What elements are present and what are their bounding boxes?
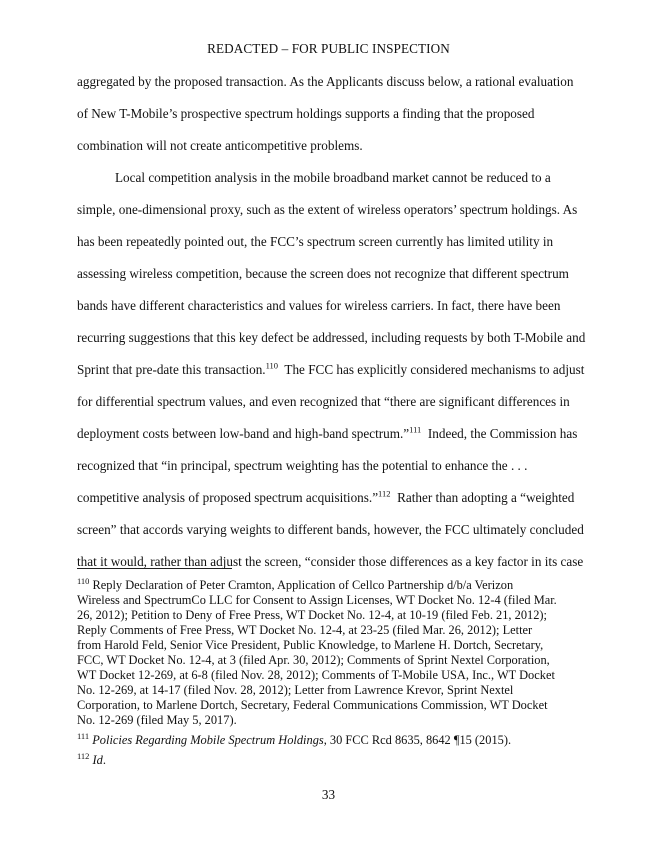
footnote-text: , 30 FCC Rcd 8635, 8642 ¶15 (2015). [323,733,512,747]
footnote-line: FCC, WT Docket No. 12-4, at 3 (filed Apr. 30, 2012); Comments of Sprint Nextel Corporation, [77,653,550,667]
body-line: bands have different characteristics and values for wireless carriers. In fact, there have been [77,298,561,313]
footnote-line: WT Docket 12-269, at 6-8 (filed Nov. 28, 2012); Comments of T-Mobile USA, Inc., WT Docket [77,668,555,682]
body-text-segment: Sprint that pre-date this transaction. [77,362,266,377]
body-line: for differential spectrum values, and even recognized that “there are significant differences in [77,394,570,409]
footnote-110 [77,575,514,593]
body-line: of New T-Mobile’s prospective spectrum holdings supports a finding that the proposed [77,106,535,121]
body-text-segment: Rather than adopting a “weighted [390,490,575,505]
footnote-line: Reply Comments of Free Press, WT Docket No. 12-4, at 23-25 (filed Mar. 26, 2012); Letter [77,623,533,637]
body-line [77,362,584,378]
body-line: has been repeatedly pointed out, the FCC’s spectrum screen currently has limited utility in [77,234,554,249]
footnote-line: No. 12-269, at 14-17 (filed Nov. 28, 2012); Letter from Lawrence Krevor, Sprint Nextel [77,683,514,697]
body-line [77,490,574,506]
footnote-number: 111 [77,730,90,741]
body-text-segment: competitive analysis of proposed spectrum acquisitions.” [77,490,379,505]
footnote-111 [77,730,512,748]
footnote-separator [77,568,232,569]
footnote-line: Corporation, to Marlene Dortch, Secretary, Federal Communications Commission, WT Docket [77,698,548,712]
body-line: recognized that “in principal, spectrum weighting has the potential to enhance the . . . [77,458,528,473]
footnote-line: 26, 2012); Petition to Deny of Free Press, WT Docket No. 12-4, at 10-19 (filed Feb. 21, 2012); [77,608,547,622]
footnote-number: 112 [77,750,90,761]
paragraph-start-line: Local competition analysis in the mobile broadband market cannot be reduced to a [115,170,551,185]
footnote-112 [77,750,106,768]
footnote-ref-111[interactable]: 111 [409,424,422,435]
footnote-text: . [102,753,106,767]
body-text-segment: deployment costs between low-band and high-band spectrum.” [77,426,410,441]
footnote-line: No. 12-269 (filed May 5, 2017). [77,713,237,727]
body-line: assessing wireless competition, because the screen does not recognize that different spectrum [77,266,569,281]
page-number: 33 [321,787,336,802]
body-text-segment: The FCC has explicitly considered mechanisms to adjust [278,362,585,377]
footnote-ref-110[interactable]: 110 [265,360,279,371]
footnote-ref-112[interactable]: 112 [378,488,391,499]
body-line: that it would, rather than adjust the screen, “consider those differences as a key factor in its case [77,554,584,569]
footnote-line: from Harold Feld, Senior Vice President, Public Knowledge, to Marlene H. Dortch, Secretary, [77,638,544,652]
body-line [77,426,577,442]
body-line: combination will not create anticompetitive problems. [77,138,363,153]
body-line: aggregated by the proposed transaction. As the Applicants discuss below, a rational evaluation [77,74,574,89]
footnote-citation-title: Id [92,753,103,767]
footnote-text: Reply Declaration of Peter Cramton, Application of Cellco Partnership d/b/a Verizon [89,578,514,592]
body-line: simple, one-dimensional proxy, such as the extent of wireless operators’ spectrum holdings. As [77,202,578,217]
footnote-line: Wireless and SpectrumCo LLC for Consent to Assign Licenses, WT Docket No. 12-4 (filed Mar. [77,593,557,607]
page-header: REDACTED – FOR PUBLIC INSPECTION [207,41,450,56]
body-text-segment: Indeed, the Commission has [421,426,578,441]
body-line: recurring suggestions that this key defect be addressed, including requests by both T-Mobile and [77,330,586,345]
footnote-citation-title: Policies Regarding Mobile Spectrum Holdings [92,733,324,747]
footnote-number: 110 [77,575,90,586]
body-line: screen” that accords varying weights to different bands, however, the FCC ultimately concluded [77,522,584,537]
